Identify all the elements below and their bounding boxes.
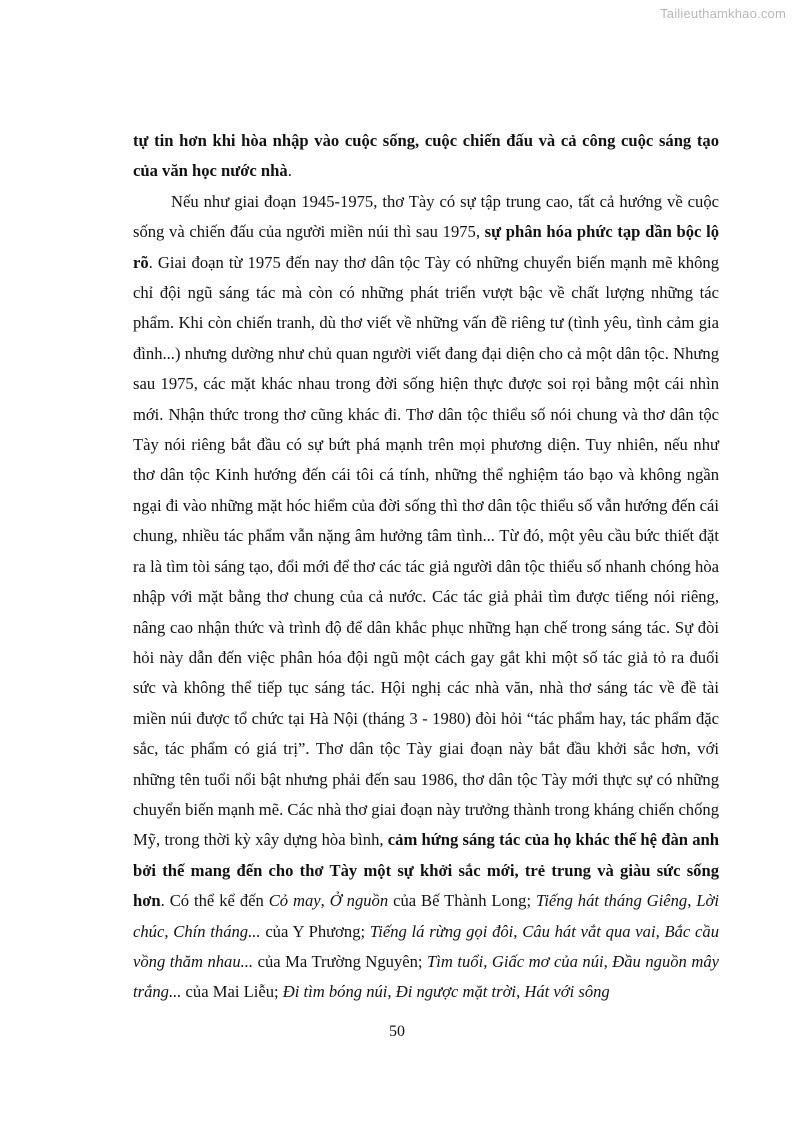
- document-body: [133, 126, 719, 1008]
- work-title: Tiếng lá rừng gọi đôi: [369, 921, 514, 941]
- paragraph-main: Nếu như giai đoạn 1945-1975, thơ Tày có sự tập trung cao, tất cả hướng về cuộc sống và chiến đấu của người miền núi thì sau 1975, sự phân hóa phức tạp dần bộc lộ rõ. Giai đoạn từ 1975 đến nay thơ dân tộc Tày có những chuyển biến mạnh mẽ không chỉ đội ngũ sáng tác mà còn có những phát triển vượt bậc về chất lượng những tác phẩm. Khi còn chiến tranh, dù thơ viết về những vấn đề riêng tư (tình yêu, tình cảm gia đình...) nhưng dường như chủ quan người viết đang đại diện cho cả một dân tộc. Nhưng sau 1975, các mặt khác nhau trong đời sống hiện thực được soi rọi bằng một cái nhìn mới. Nhận thức trong thơ cũng khác đi. Thơ dân tộc thiểu số nói chung và thơ dân tộc Tày nói riêng bắt đầu có sự bứt phá mạnh trên mọi phương diện. Tuy nhiên, nếu như thơ dân tộc Kinh hướng đến cái tôi cá tính, những thể nghiệm táo bạo và không ngần ngại đi vào những mặt hóc hiểm của đời sống thì thơ dân tộc thiểu số vẫn hướng đến cái chung, nhiều tác phẩm vẫn nặng âm hưởng tâm tình... Từ đó, một yêu cầu bức thiết đặt ra là tìm tòi sáng tạo, đổi mới để thơ các tác giả người dân tộc thiểu số nhanh chóng hòa nhập với mặt bằng thơ chung của cả nước. Các tác giả phải tìm được tiếng nói riêng, nâng cao nhận thức và trình độ để dân khắc phục những hạn chế trong sáng tác. Sự đòi hỏi này dẫn đến việc phân hóa đội ngũ một cách gay gắt khi một số tác giả tỏ ra đuối sức và không thể tiếp tục sáng tác. Hội nghị các nhà văn, nhà thơ sáng tác về đề tài miền núi được tổ chức tại Hà Nội (tháng 3 - 1980) đòi hỏi “tác phẩm hay, tác phẩm đặc sắc, tác phẩm có giá trị”. Thơ dân tộc Tày giai đoạn này bắt đầu khởi sắc hơn, với những tên tuổi nổi bật nhưng phải đến sau 1986, thơ dân tộc Tày mới thực sự có những chuyển biến mạnh mẽ. Các nhà thơ giai đoạn này trưởng thành trong kháng chiến chống Mỹ, trong thời kỳ xây dựng hòa bình, cảm hứng sáng tác của họ khác thế hệ đàn anh bởi thế mang đến cho thơ Tày một sự khởi sắc mới, trẻ trung và giàu sức sống hơn. Có thể kể đến Cỏ may, Ở nguồn của Bế Thành Long; Tiếng hát tháng Giêng, Lời chúc, Chín tháng... của Y Phương; Tiếng lá rừng gọi đôi, Câu hát vắt qua vai, Bắc cầu vồng thăm nhau... của Ma Trường Nguyên; Tìm tuổi, Giấc mơ của núi, Đầu nguồn mây trắng... của Mai Liễu; Đi tìm bóng núi, Đi ngược mặt trời, Hát với sông: [133, 191, 720, 1002]
- paragraph-continuation: tự tin hơn khi hòa nhập vào cuộc sống, cuộc chiến đấu và cả công cuộc sáng tạo của văn học nước nhà.: [133, 131, 719, 181]
- work-title: Chín tháng...: [173, 921, 261, 941]
- work-title: Tìm tuổi: [427, 951, 484, 971]
- bold-phrase: sự phân hóa phức tạp dần bộc lộ rõ: [133, 222, 719, 272]
- bold-phrase: tự tin hơn khi hòa nhập vào cuộc sống, cuộc chiến đấu và cả công cuộc sáng tạo của văn học nước nhà: [133, 131, 719, 181]
- bold-phrase: cảm hứng sáng tác của họ khác thế hệ đàn anh bởi thế mang đến cho thơ Tày một sự khởi sắc mới, trẻ trung và giàu sức sống hơn: [133, 830, 719, 911]
- watermark-text: Tailieuthamkhao.com: [660, 6, 786, 21]
- work-title: Giấc mơ của núi: [491, 951, 604, 971]
- work-title: Ở nguồn: [329, 891, 389, 911]
- work-title: Hát với sông: [524, 982, 610, 1002]
- work-title: Cỏ may: [268, 891, 321, 911]
- work-title: Đi ngược mặt trời: [395, 982, 517, 1002]
- work-title: Tiếng hát tháng Giêng: [536, 891, 688, 911]
- work-title: Câu hát vắt qua vai, Bắc cầu vồng thăm nhau...: [133, 921, 720, 971]
- page-number: 50: [389, 1023, 405, 1040]
- work-title: Đi tìm bóng núi: [282, 982, 388, 1002]
- work-title: Lời chúc: [133, 891, 720, 941]
- work-title: Đầu nguồn mây trắng...: [133, 951, 719, 1002]
